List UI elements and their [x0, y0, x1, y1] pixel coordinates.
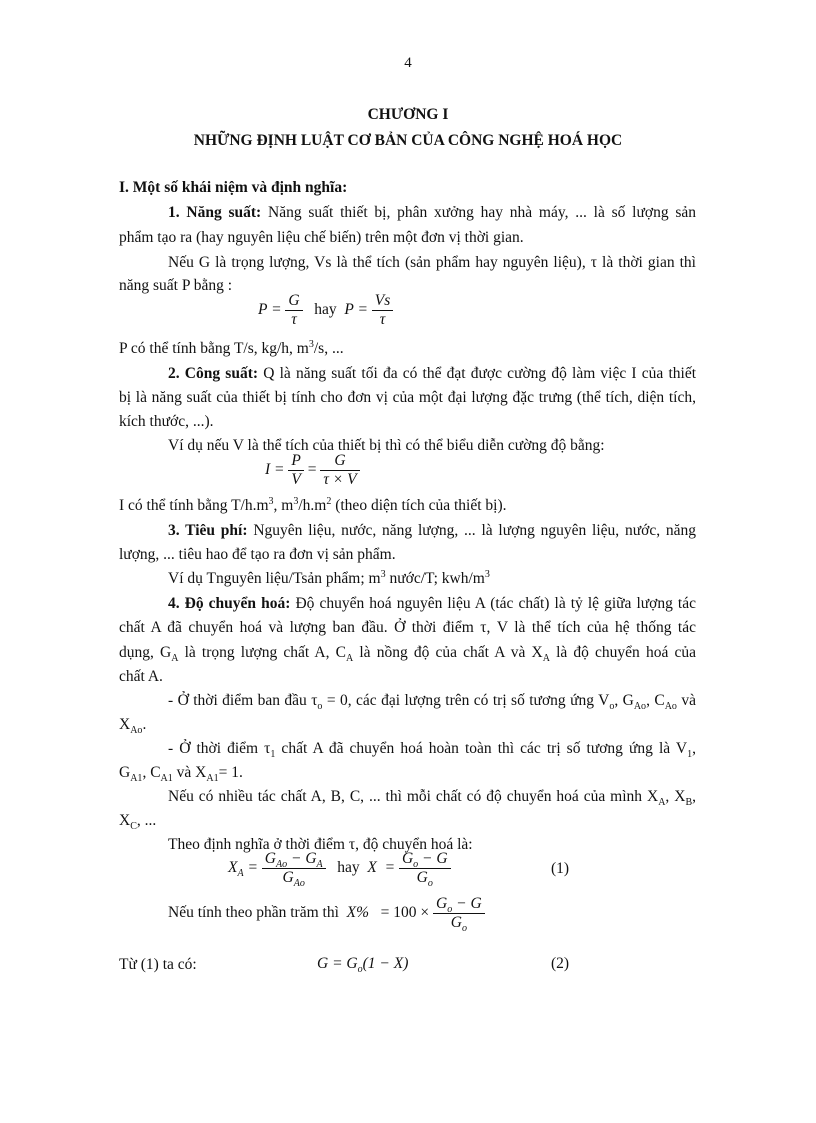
paragraph-line: Theo định nghĩa ở thời điểm τ, độ chuyển hoá là:	[168, 836, 473, 853]
numerator: P	[291, 452, 301, 469]
fraction	[320, 452, 359, 489]
text: G	[119, 764, 131, 781]
numerator: G	[288, 292, 300, 309]
text: Nếu tính theo phần trăm thì	[168, 904, 339, 922]
text: /h.m	[298, 497, 327, 514]
equation-number: (1)	[551, 860, 570, 877]
text: là độ chuyển hoá của	[549, 644, 696, 661]
text: Độ chuyển hoá nguyên liệu A (tác chất) là tỷ lệ giữa lượng tác	[295, 595, 696, 612]
text: Nếu có nhiều tác chất A, B, C, ... thì mỗi chất có độ chuyển hoá của mình X	[168, 788, 659, 805]
text: là trọng lượng chất A, C	[178, 644, 346, 661]
text: và	[676, 692, 696, 709]
chapter-number: CHƯƠNG I	[367, 106, 449, 123]
superscript: 3	[293, 495, 299, 507]
subsection-title: 4. Độ chuyển hoá:	[168, 595, 291, 612]
text: I có thể tính bằng T/h.m	[119, 497, 269, 514]
paragraph-line	[168, 739, 696, 759]
numerator: Vs	[374, 292, 391, 309]
formula-intensity	[265, 452, 360, 489]
formula-text: hay	[314, 301, 337, 319]
fraction: $\frac{G_o - G}{G_o}$	[399, 850, 451, 887]
paragraph-line	[168, 594, 696, 614]
superscript: 2	[326, 495, 332, 507]
paragraph-line: chất A.	[119, 668, 163, 685]
text: Nguyên liệu, nước, năng lượng, ... là lượng nguyên liệu, nước, năng	[253, 522, 696, 539]
paragraph-line	[168, 569, 490, 589]
paragraph-line: năng suất P bằng :	[119, 277, 233, 294]
paragraph-line	[119, 715, 146, 735]
text: /s, ...	[313, 340, 344, 357]
formula-text: hay	[337, 859, 360, 877]
formula-text: P =	[258, 301, 282, 319]
page-number: 4	[404, 55, 412, 71]
superscript: 3	[484, 568, 490, 580]
chapter-title: NHỮNG ĐỊNH LUẬT CƠ BẢN CỦA CÔNG NGHỆ HOÁ HỌC	[193, 132, 623, 149]
denominator: τ	[372, 310, 394, 329]
paragraph-line	[168, 787, 696, 807]
text: , ...	[136, 812, 157, 829]
subscript: A1	[160, 773, 173, 785]
subscript: C	[130, 821, 137, 833]
text: = 1.	[218, 764, 243, 781]
subscript: A	[171, 653, 179, 663]
text: X	[119, 716, 131, 733]
paragraph-line: bị là năng suất của thiết bị tính cho đơn vị của một đại lượng đặc trưng (thể tích, diện tích,	[119, 389, 696, 406]
paragraph-line	[168, 521, 696, 541]
paragraph-line: chất A đã chuyển hoá và lượng ban đầu. Ở thời điểm τ, V là thể tích của hệ thống tác	[119, 619, 696, 636]
paragraph-line	[168, 203, 696, 223]
text: , C	[142, 764, 161, 781]
text: dụng, G	[119, 644, 172, 661]
denominator: V	[288, 470, 303, 489]
equation-percent: Nếu tính theo phần trăm thì X% = 100 × $\frac{G_o - G}{G_o}$	[168, 895, 485, 932]
text: , X	[665, 788, 686, 805]
superscript: 3	[268, 495, 274, 507]
subsection-title: 1. Năng suất:	[168, 204, 262, 221]
subscript: Ao	[664, 701, 677, 711]
subsection-title: 3. Tiêu phí:	[168, 522, 248, 539]
fraction: $\frac{G_o - G}{G_o}$	[433, 895, 485, 932]
formula-text: P =	[344, 301, 368, 319]
formula-productivity	[258, 292, 393, 329]
text: Ví dụ Tnguyên liệu/Tsản phẩm; m	[168, 570, 381, 587]
paragraph-line	[119, 339, 344, 359]
text: nước/T; kwh/m	[385, 570, 485, 587]
subscript: A	[346, 653, 354, 663]
paragraph-line	[168, 364, 696, 384]
text: .	[142, 716, 147, 733]
paragraph-line: Ví dụ nếu V là thể tích của thiết bị thì có thể biểu diễn cường độ bằng:	[168, 437, 605, 454]
subscript: A1	[206, 773, 219, 785]
text: ,	[692, 740, 696, 757]
paragraph-line	[119, 496, 507, 516]
text: , C	[646, 692, 665, 709]
subscript: A1	[130, 773, 143, 785]
fraction	[288, 452, 303, 489]
subscript: o	[317, 701, 323, 711]
paragraph-line	[168, 691, 696, 711]
text: , G	[614, 692, 634, 709]
fraction	[372, 292, 394, 329]
text: là nồng độ của chất A và X	[353, 644, 543, 661]
denominator: τ × V	[320, 470, 359, 489]
subscript: B	[685, 797, 693, 807]
subscript: 1	[270, 749, 276, 759]
paragraph-line: lượng, ... tiêu hao để tạo ra đơn vị sản phẩm.	[119, 546, 396, 563]
text: , m	[273, 497, 294, 514]
numerator: G	[334, 452, 346, 469]
paragraph-line: Nếu G là trọng lượng, Vs là thể tích (sản phẩm hay nguyên liệu), τ là thời gian thì	[168, 254, 696, 271]
text: chất A đã chuyển hoá hoàn toàn thì các trị số tương ứng là V	[275, 740, 688, 757]
text: (theo diện tích của thiết bị).	[331, 497, 507, 514]
section-heading: I. Một số khái niệm và định nghĩa:	[119, 179, 348, 196]
superscript: 3	[380, 568, 386, 580]
text: - Ở thời điểm τ	[168, 740, 271, 757]
paragraph-line: kích thước, ...).	[119, 413, 214, 430]
text: = 0, các đại lượng trên có trị số tương ứng V	[322, 692, 610, 709]
formula-text: =	[307, 461, 317, 479]
equation-1: $X_A$ = $\frac{G_{Ao} - G_A}{G_{Ao}}$ hay X = $\frac{G_o - G}{G_o}$	[228, 850, 451, 887]
paragraph-line: phẩm tạo ra (hay nguyên liệu chế biến) trên một đơn vị thời gian.	[119, 229, 524, 246]
fraction: $\frac{G_{Ao} - G_A}{G_{Ao}}$	[262, 850, 326, 887]
text: Năng suất thiết bị, phân xưởng hay nhà máy, ... là số lượng sản	[268, 204, 696, 221]
paragraph-line	[119, 763, 243, 783]
text: và X	[172, 764, 207, 781]
subscript: 1	[687, 749, 693, 759]
subscript: Ao	[633, 701, 647, 711]
paragraph-line	[119, 643, 696, 663]
equation-number: (2)	[551, 955, 570, 972]
subscript: A	[658, 797, 666, 807]
formula-text: I =	[265, 461, 285, 479]
fraction	[285, 292, 302, 329]
text: P có thể tính bằng T/s, kg/h, m	[119, 340, 309, 357]
text: ,	[692, 788, 696, 805]
subscript: o	[609, 701, 615, 711]
subscript: Ao	[130, 725, 143, 737]
denominator: τ	[285, 310, 302, 329]
paragraph-line: Từ (1) ta có:	[119, 956, 197, 973]
superscript: 3	[308, 338, 314, 350]
paragraph-line	[119, 811, 156, 831]
text: - Ở thời điểm ban đầu τ	[168, 692, 318, 709]
subscript: A	[542, 653, 550, 663]
text: X	[119, 812, 131, 829]
equation-2: $G = G_o(1 - X)$	[317, 955, 409, 976]
subsection-title: 2. Công suất:	[168, 365, 259, 382]
text: Q là năng suất tối đa có thể đạt được cường độ làm việc I của thiết	[263, 365, 696, 382]
